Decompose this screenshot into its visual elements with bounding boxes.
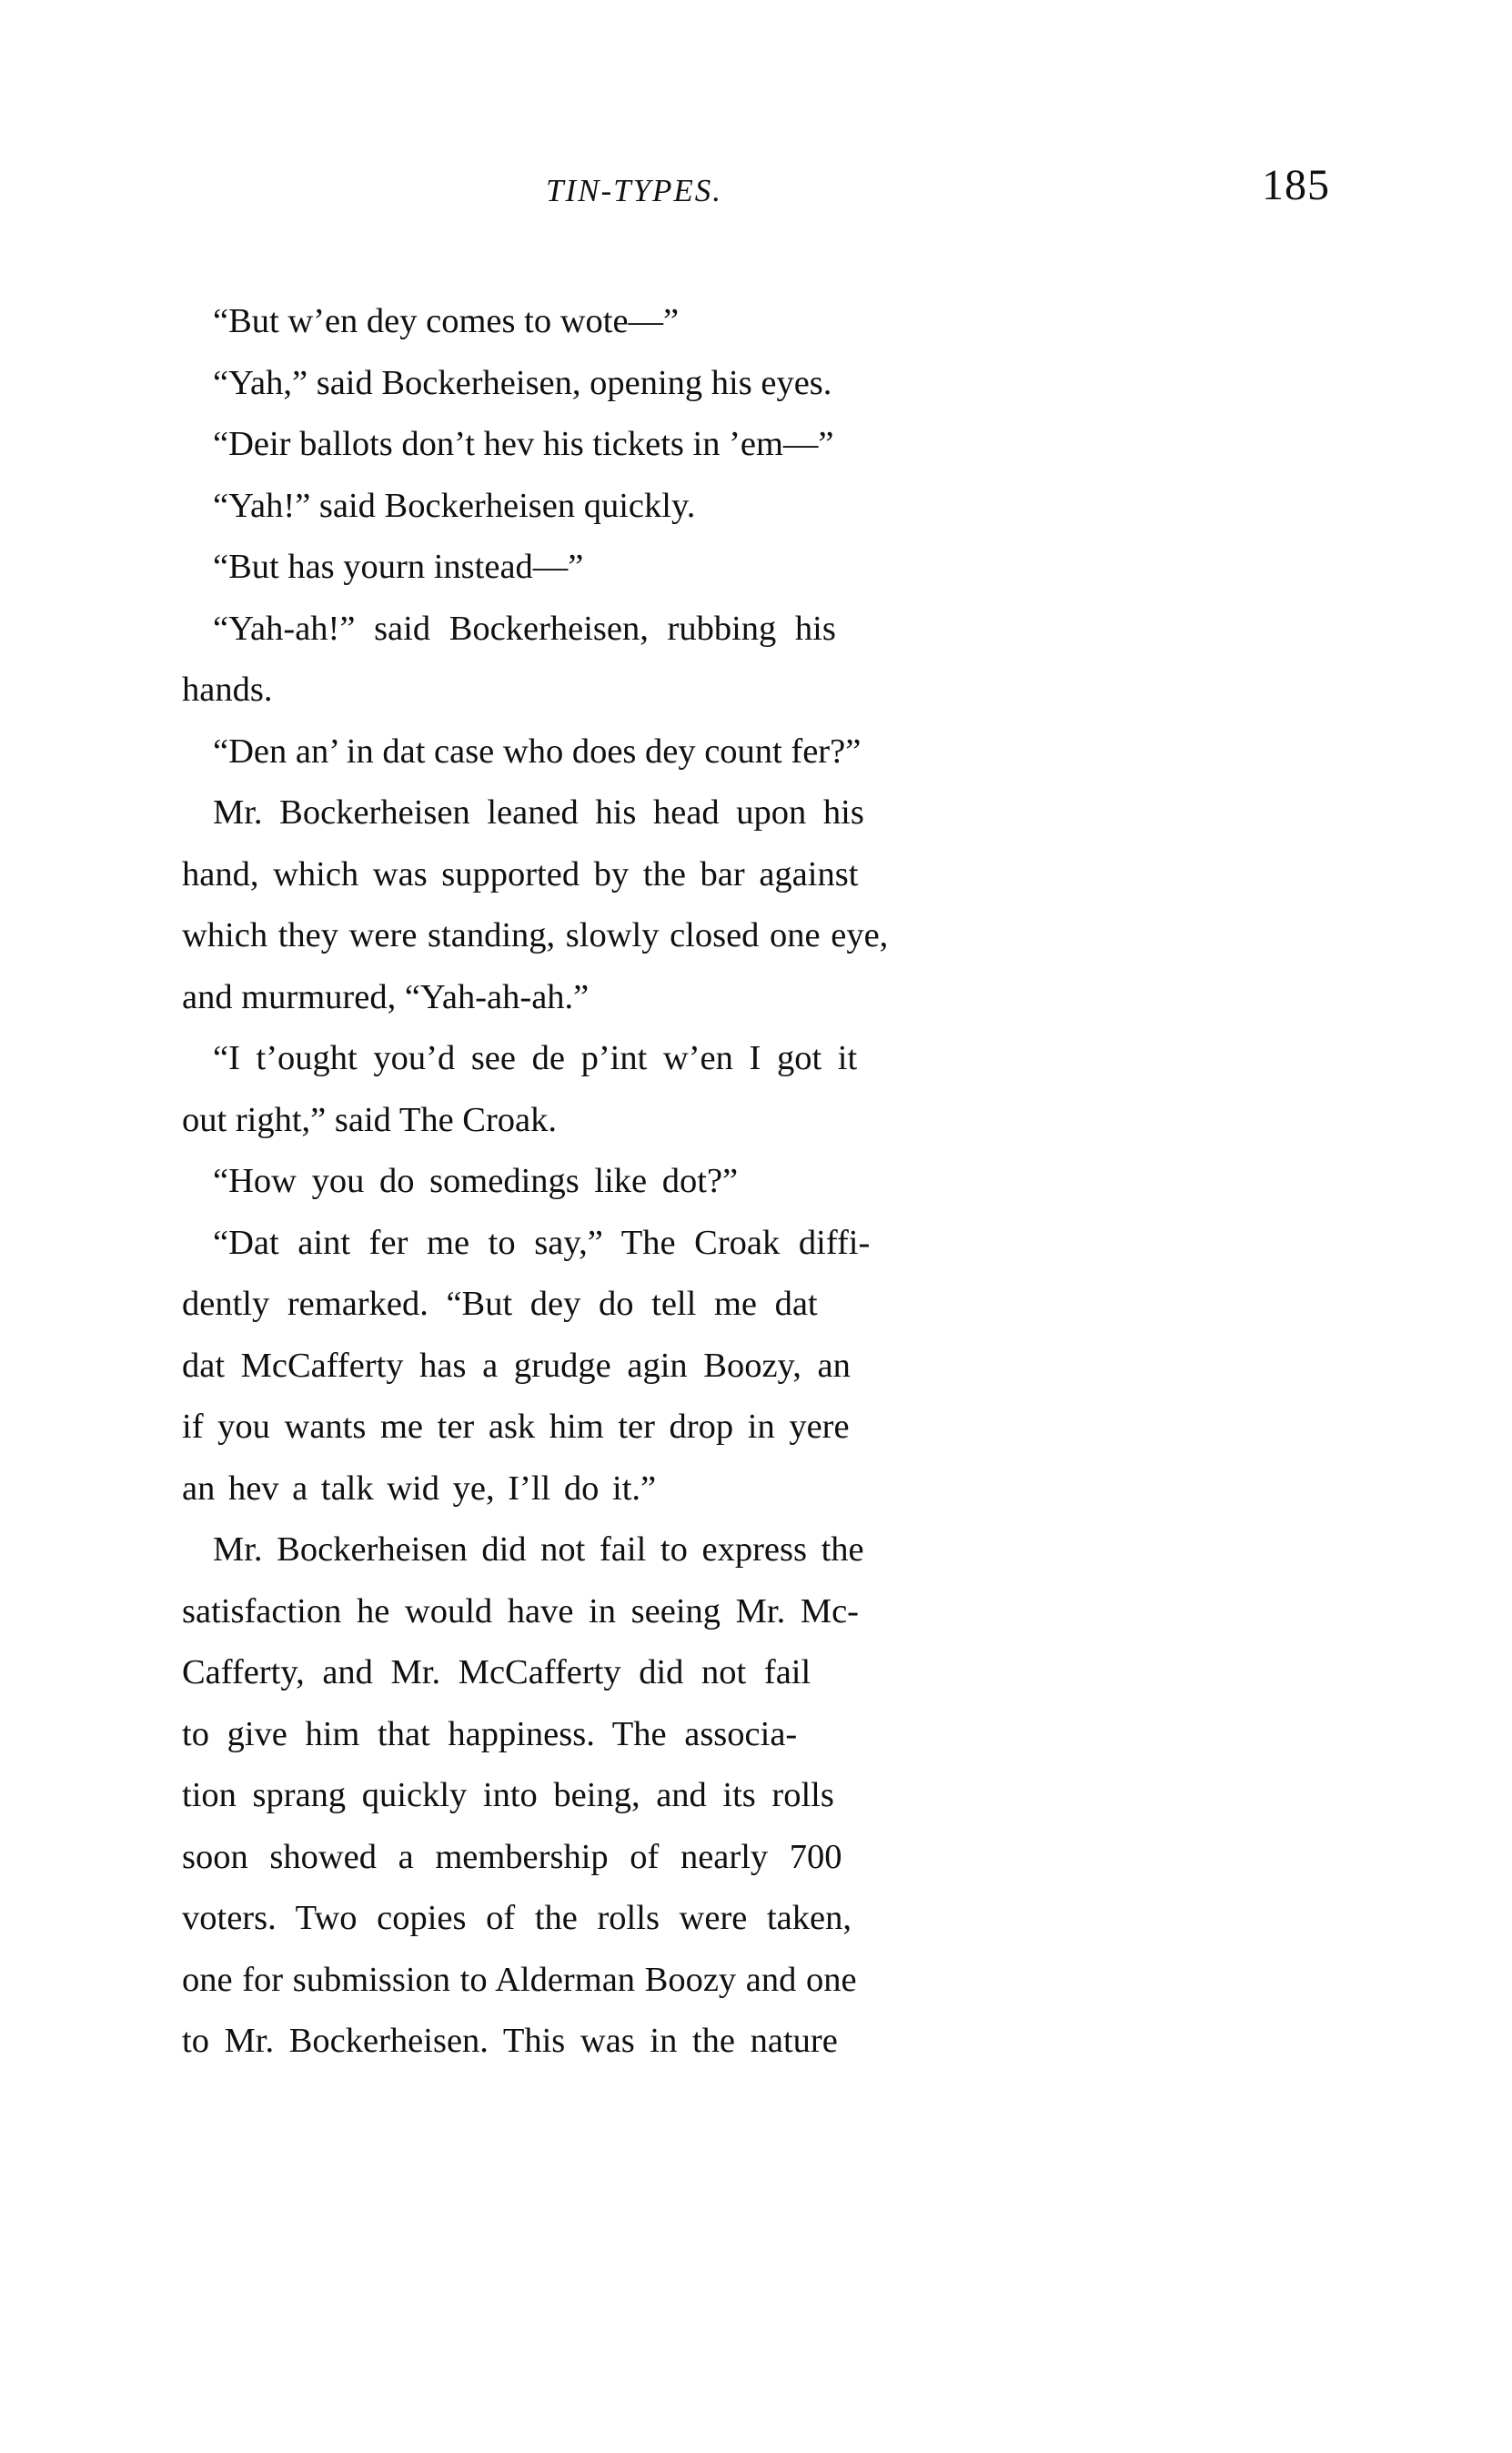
text-line: dat McCafferty has a grudge agin Boozy, an	[182, 1346, 851, 1385]
text-line: out right,” said The Croak.	[182, 1100, 558, 1139]
text-line: to Mr. Bockerheisen. This was in the nature	[182, 2022, 838, 2060]
text-line: Mr. Bockerheisen leaned his head upon his	[213, 793, 864, 832]
text-line: “I t’ought you’d see de p’int w’en I got it	[213, 1039, 858, 1077]
text-line: “Den an’ in dat case who does dey count fer?”	[213, 732, 862, 771]
text-line: hands.	[182, 671, 273, 709]
text-line: “Yah!” said Bockerheisen quickly.	[213, 486, 696, 525]
text-line: voters. Two copies of the rolls were taken,	[182, 1899, 852, 1937]
page-body	[182, 291, 1337, 2073]
text-line: “Deir ballots don’t hev his tickets in ’em—”	[213, 425, 834, 463]
text-line: satisfaction he would have in seeing Mr. Mc-	[182, 1591, 859, 1630]
text-line: soon showed a membership of nearly 700	[182, 1837, 842, 1876]
text-line: dently remarked. “But dey do tell me dat	[182, 1285, 818, 1323]
text-line: “Yah-ah!” said Bockerheisen, rubbing his	[213, 609, 836, 648]
running-head: TIN-TYPES.	[546, 173, 723, 208]
text-line: “Dat aint fer me to say,” The Croak diffi-	[213, 1223, 871, 1262]
text-line: Mr. Bockerheisen did not fail to express the	[213, 1530, 864, 1569]
text-line: tion sprang quickly into being, and its rolls	[182, 1776, 834, 1814]
text-line: an hev a talk wid ye, I’ll do it.”	[182, 1469, 657, 1508]
page-number: 185	[1262, 161, 1330, 209]
text-line: “But w’en dey comes to wote—”	[213, 302, 680, 340]
page-header	[182, 161, 1330, 237]
text-line: “How you do somedings like dot?”	[213, 1162, 739, 1200]
text-line: “But has yourn instead—”	[213, 548, 584, 586]
text-line: one for submission to Alderman Boozy and one	[182, 1960, 857, 1999]
text-line: to give him that happiness. The associa-	[182, 1714, 798, 1753]
text-line: Cafferty, and Mr. McCafferty did not fail	[182, 1653, 811, 1691]
text-line: hand, which was supported by the bar against	[182, 854, 859, 893]
text-line: and murmured, “Yah-ah-ah.”	[182, 977, 590, 1016]
text-line: which they were standing, slowly closed one eye,	[182, 916, 889, 954]
text-line: if you wants me ter ask him ter drop in yere	[182, 1408, 850, 1446]
text-line: “Yah,” said Bockerheisen, opening his eyes.	[213, 363, 832, 402]
